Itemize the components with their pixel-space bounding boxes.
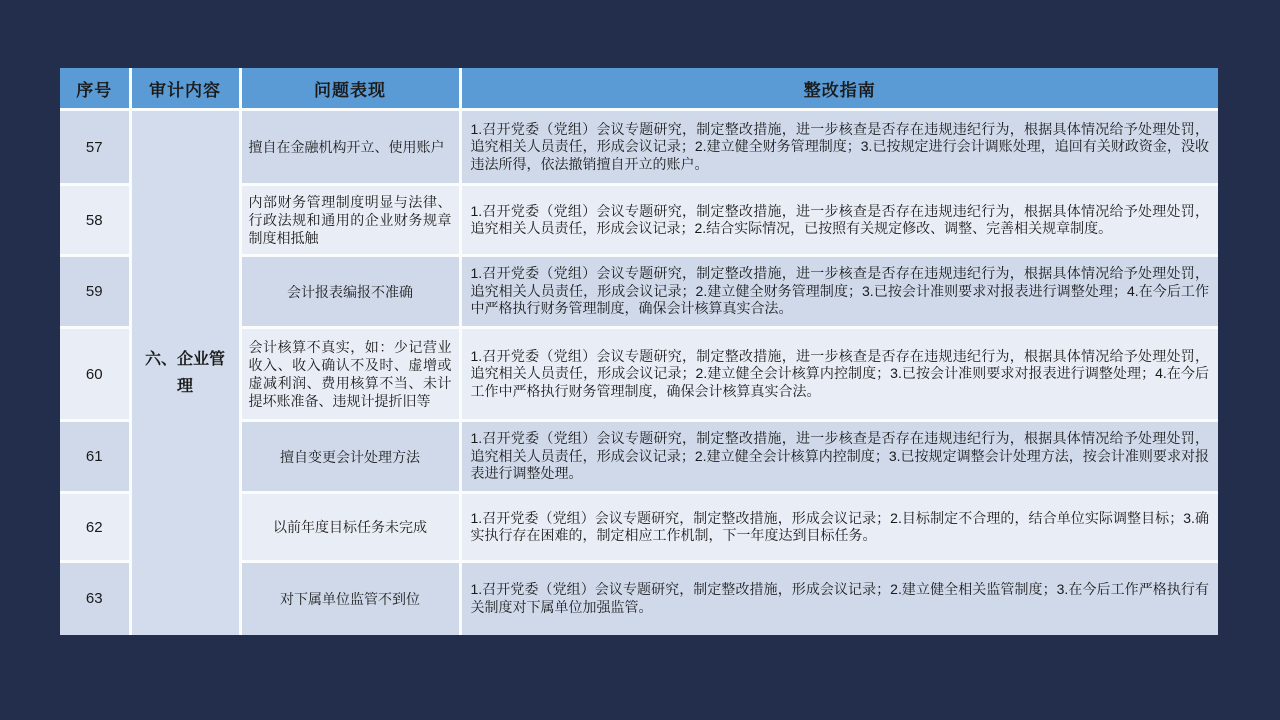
column-header-guide: 整改指南 (460, 68, 1218, 110)
column-header-no: 序号 (60, 68, 130, 110)
problem-cell: 擅自变更会计处理方法 (240, 421, 460, 493)
table-row (60, 110, 1218, 185)
header-row (60, 68, 1218, 110)
guide-cell: 1.召开党委（党组）会议专题研究，制定整改措施，进一步核查是否存在违规违纪行为，根据具体情况给予处理处罚，追究相关人员责任，形成会议记录；2.建立健全会计核算内控制度；3.已按规定调整会计处理方法，按会计准则要求对报表进行调整处理。 (460, 421, 1218, 493)
audit-category-cell: 六、企业管理 (130, 110, 240, 635)
row-number: 61 (60, 421, 130, 493)
guide-cell: 1.召开党委（党组）会议专题研究，制定整改措施，进一步核查是否存在违规违纪行为，根据具体情况给予处理处罚，追究相关人员责任，形成会议记录；2.建立健全财务管理制度；3.已按会计准则要求对报表进行调整处理；4.在今后工作中严格执行财务管理制度，确保会计核算真实合法。 (460, 256, 1218, 328)
problem-cell: 会计核算不真实，如：少记营业收入、收入确认不及时、虚增或虚减利润、费用核算不当、未计提坏账准备、违规计提折旧等 (240, 328, 460, 421)
row-number: 60 (60, 328, 130, 421)
guide-cell: 1.召开党委（党组）会议专题研究，制定整改措施，形成会议记录；2.建立健全相关监管制度；3.在今后工作严格执行有关制度对下属单位加强监管。 (460, 562, 1218, 635)
row-number: 58 (60, 185, 130, 256)
problem-cell: 对下属单位监管不到位 (240, 562, 460, 635)
problem-cell: 内部财务管理制度明显与法律、行政法规和通用的企业财务规章制度相抵触 (240, 185, 460, 256)
problem-cell: 以前年度目标任务未完成 (240, 493, 460, 562)
row-number: 57 (60, 110, 130, 185)
row-number: 59 (60, 256, 130, 328)
guide-cell: 1.召开党委（党组）会议专题研究，制定整改措施，进一步核查是否存在违规违纪行为，根据具体情况给予处理处罚，追究相关人员责任，形成会议记录；2.建立健全会计核算内控制度；3.已按会计准则要求对报表进行调整处理；4.在今后工作中严格执行财务管理制度，确保会计核算真实合法。 (460, 328, 1218, 421)
audit-table (60, 68, 1218, 635)
problem-cell: 会计报表编报不准确 (240, 256, 460, 328)
guide-cell: 1.召开党委（党组）会议专题研究，制定整改措施，形成会议记录；2.目标制定不合理的，结合单位实际调整目标；3.确实执行存在困难的，制定相应工作机制，下一年度达到目标任务。 (460, 493, 1218, 562)
column-header-content: 审计内容 (130, 68, 240, 110)
column-header-problem: 问题表现 (240, 68, 460, 110)
row-number: 63 (60, 562, 130, 635)
row-number: 62 (60, 493, 130, 562)
guide-cell: 1.召开党委（党组）会议专题研究，制定整改措施，进一步核查是否存在违规违纪行为，根据具体情况给予处理处罚，追究相关人员责任，形成会议记录；2.结合实际情况，已按照有关规定修改、调整、完善相关规章制度。 (460, 185, 1218, 256)
guide-cell: 1.召开党委（党组）会议专题研究，制定整改措施，进一步核查是否存在违规违纪行为，根据具体情况给予处理处罚，追究相关人员责任，形成会议记录；2.建立健全财务管理制度；3.已按规定进行会计调账处理，追回有关财政资金，没收违法所得，依法撤销擅自开立的账户。 (460, 110, 1218, 185)
problem-cell: 擅自在金融机构开立、使用账户 (240, 110, 460, 185)
